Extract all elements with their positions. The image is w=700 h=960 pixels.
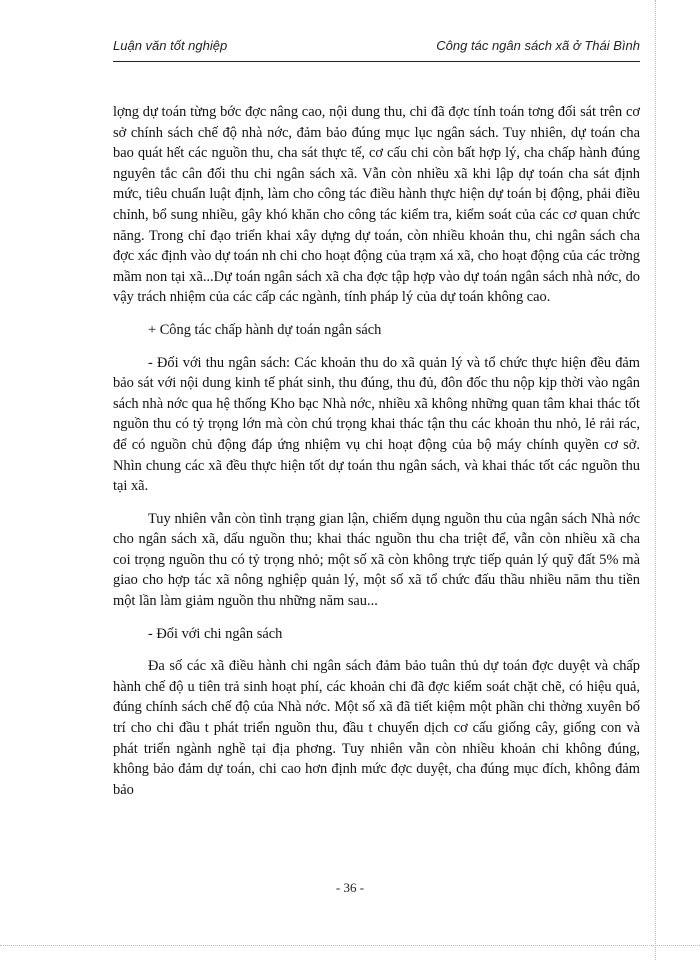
header-left-title: Luận văn tốt nghiệp <box>113 38 228 53</box>
header-right-title: Công tác ngân sách xã ở Thái Bình <box>436 38 640 53</box>
running-header <box>113 38 640 60</box>
paragraph-revenue-issues: Tuy nhiên vẫn còn tình trạng gian lận, chiếm dụng nguồn thu của ngân sách Nhà nớc cho ngân sách xã, dấu nguồn thu; khai thác nguồn thu cha triệt để, vẫn còn nhiều xã cha coi trọng nguồn thu có tỷ trọng nhỏ; một số xã còn không trực tiếp quản lý quỹ đất 5% mà giao cho hợp tác xã nông nghiệp quản lý, một số xã tổ chức đấu thầu nhiều năm thu tiền một lần làm giảm nguồn thu những năm sau... <box>113 510 640 610</box>
page-number: - 36 - <box>335 880 365 895</box>
page-border-bottom <box>0 945 700 946</box>
paragraph-budget-estimate: lợng dự toán từng bớc đợc nâng cao, nội dung thu, chi đã đợc tính toán tơng đối sát trên cơ sở chính sách chế độ nhà nớc, đảm bảo đúng mục lục ngân sách. Tuy nhiên, dự toán cha bao quát hết các nguồn thu, cha sát thực tế, cơ cấu chi còn bất hợp lý, cha chấp hành đúng nguyên tắc cân đối thu chi ngân sách xã. Vẫn còn nhiều xã khi lập dự toán cha sát định mức, tiêu chuẩn luật định, làm cho công tác điều hành thực hiện dự toán bị động, phải điều chỉnh, bổ sung nhiều, gây khó khăn cho công tác kiểm tra, kiểm soát của các cơ quan chức năng. Trong chỉ đạo triển khai xây dựng dự toán, còn nhiều khoản thu, chi ngân sách cha đợc xác định vào dự toán nh chi cho hoạt động của trạm xá xã, cho hoạt động của các trờng mầm non tại xã...Dự toán ngân sách xã cha đợc tập hợp vào dự toán ngân sách nhà nớc, do vậy trách nhiệm của các cấp các ngành, tính pháp lý của dự toán không cao. <box>113 104 640 306</box>
document-body <box>113 102 640 800</box>
page-border-right <box>655 0 656 960</box>
paragraph-expenditure: Đa số các xã điều hành chi ngân sách đảm bảo tuân thủ dự toán đợc duyệt và chấp hành chế độ u tiên trả sinh hoạt phí, các khoản chi đã đợc kiểm soát chặt chẽ, có hiệu quả, đúng chính sách chế độ của Nhà nớc. Một số xã đã tiết kiệm một phần chi thờng xuyên bố trí cho chi đầu t phát triển nguồn thu, đầu t chuyển dịch cơ cấu giống cây, giống con và phát triển ngành nghề tại địa phơng. Tuy nhiên vẫn còn nhiều khoản chi không đúng, không bảo đảm dự toán, chi cao hơn định mức đợc duyệt, cha đúng mục đích, không đảm bảo <box>113 658 640 798</box>
subheading-budget-execution: + Công tác chấp hành dự toán ngân sách <box>148 321 382 338</box>
subheading-expenditure: - Đối với chi ngân sách <box>148 625 283 642</box>
header-rule <box>113 61 640 62</box>
paragraph-revenue: - Đối với thu ngân sách: Các khoản thu do xã quản lý và tổ chức thực hiện đều đảm bảo sát với nội dung kinh tế phát sinh, thu đúng, thu đủ, đôn đốc thu nộp kịp thời vào ngân sách nhà nớc qua hệ thống Kho bạc Nhà nớc, nhiều xã không những quan tâm khai thác tốt nguồn thu có tỷ trọng lớn mà còn chú trọng khai thác tận thu các khoản thu nhỏ, lẻ rải rác, để có nguồn chủ động đáp ứng nhiệm vụ chi hoạt động của bộ máy chính quyền cơ sở. Nhìn chung các xã đều thực hiện tốt dự toán thu ngân sách, và khai thác tốt các nguồn thu tại xã. <box>113 354 640 495</box>
